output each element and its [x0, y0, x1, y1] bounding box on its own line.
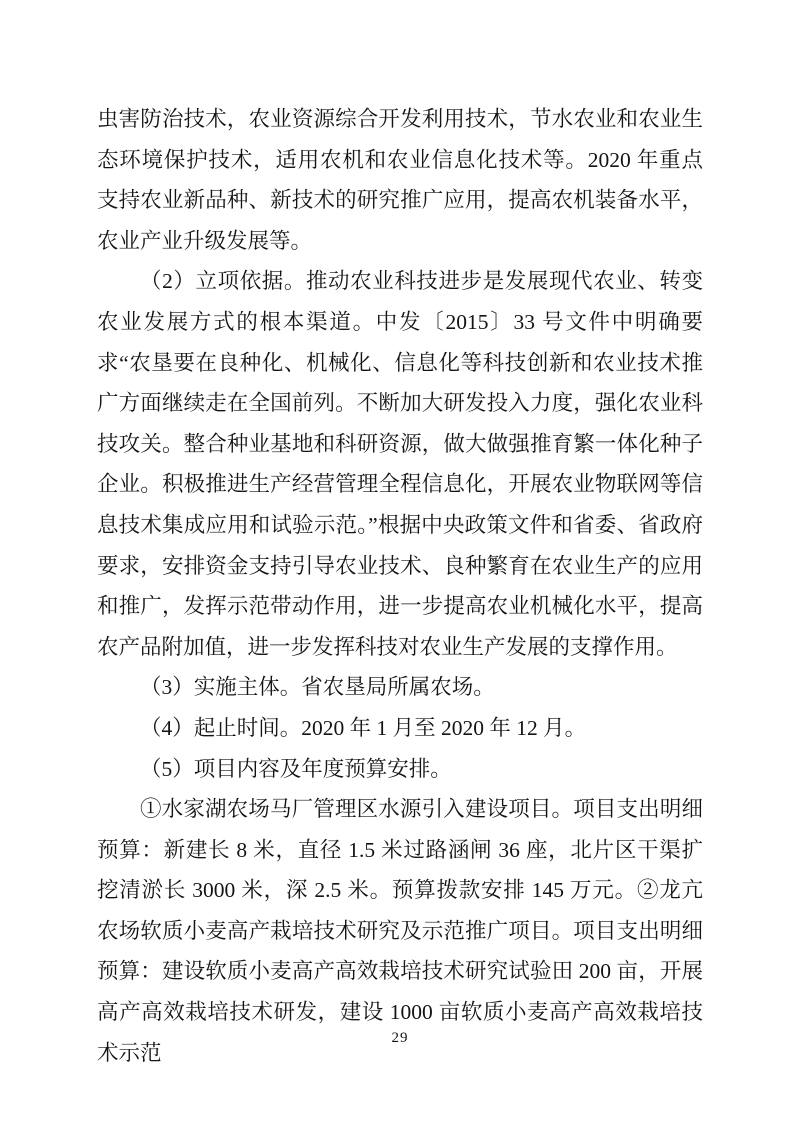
paragraph-item-3-implementing-body: （3）实施主体。省农垦局所属农场。: [140, 675, 495, 700]
paragraph-continuation: 虫害防治技术，农业资源综合开发利用技术，节水农业和农业生态环境保护技术，适用农机和农业信息化技术等。2020 年重点支持农业新品种、新技术的研究推广应用，提高农机装备水平，农业产业升级发展等。: [97, 107, 703, 253]
paragraph-project-details: ①水家湖农场马厂管理区水源引入建设项目。项目支出明细预算：新建长 8 米，直径 1.5 米过路涵闸 36 座，北片区干渠扩挖清淤长 3000 米，深 2.5 米。预算拨款安排 145 万元。②龙亢农场软质小麦高产栽培技术研究及示范推广项目。项目支出明细预算：建设软质小麦高产高效栽培技术研究试验田 200 亩，开展高产高效栽培技术研发，建设 1000 亩软质小麦高产高效栽培技术示范: [97, 797, 703, 1065]
paragraph-item-2-project-basis: （2）立项依据。推动农业科技进步是发展现代农业、转变农业发展方式的根本渠道。中发〔2015〕33 号文件中明确要求“农垦要在良种化、机械化、信息化等科技创新和农业技术推广方面继续走在全国前列。不断加大研发投入力度，强化农业科技攻关。整合种业基地和科研资源，做大做强推育繁一体化种子企业。积极推进生产经营管理全程信息化，开展农业物联网等信息技术集成应用和试验示范。”根据中央政策文件和省委、省政府要求，安排资金支持引导农业技术、良种繁育在农业生产的应用和推广，发挥示范带动作用，进一步提高农业机械化水平，提高农产品附加值，进一步发挥科技对农业生产发展的支撑作用。: [97, 269, 703, 659]
paragraph-item-4-time-period: （4）起止时间。2020 年 1 月至 2020 年 12 月。: [140, 715, 587, 740]
page-body-text: [97, 99, 703, 1073]
page-number: 29: [391, 1030, 409, 1046]
paragraph-item-5-content-budget: （5）项目内容及年度预算安排。: [140, 756, 452, 781]
